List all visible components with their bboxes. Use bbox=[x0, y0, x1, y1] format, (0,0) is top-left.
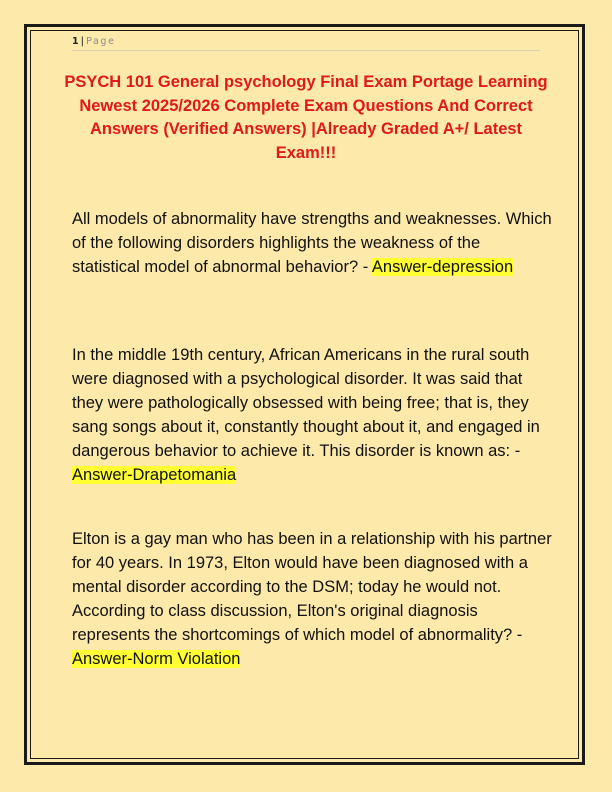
header-separator: | bbox=[80, 36, 85, 47]
question-text: All models of abnormality have strengths and weaknesses. Which of the following disorders highlights the weakness of the statistical model of abnormal behavior? - bbox=[72, 210, 552, 276]
answer-highlight: Answer-Norm Violation bbox=[72, 650, 241, 668]
answer-highlight: Answer-depression bbox=[371, 258, 514, 276]
page-number: 1 bbox=[72, 36, 79, 47]
page-label: Page bbox=[86, 36, 116, 47]
question-text: Elton is a gay man who has been in a relationship with his partner for 40 years. In 1973, Elton would have been diagnosed with a mental disorder according to the DSM; today he would not. According to class discussion, Elton's original diagnosis represents the shortcomings of which model of abnormality? - bbox=[72, 530, 552, 644]
qa-item bbox=[72, 207, 552, 279]
page-header bbox=[72, 36, 540, 51]
answer-highlight: Answer-Drapetomania bbox=[72, 466, 237, 484]
qa-item bbox=[72, 343, 552, 487]
question-text: In the middle 19th century, African Americans in the rural south were diagnosed with a psychological disorder. It was said that they were pathologically obsessed with being free; that is, they sang songs about it, constantly thought about it, and engaged in dangerous behavior to achieve it. This disorder is known as: - bbox=[72, 346, 540, 460]
qa-item bbox=[72, 527, 552, 671]
document-title: PSYCH 101 General psychology Final Exam Portage Learning Newest 2025/2026 Complete Exam Questions And Correct Answers (Verified Answers) |Already Graded A+/ Latest Exam!!! bbox=[64, 73, 548, 162]
